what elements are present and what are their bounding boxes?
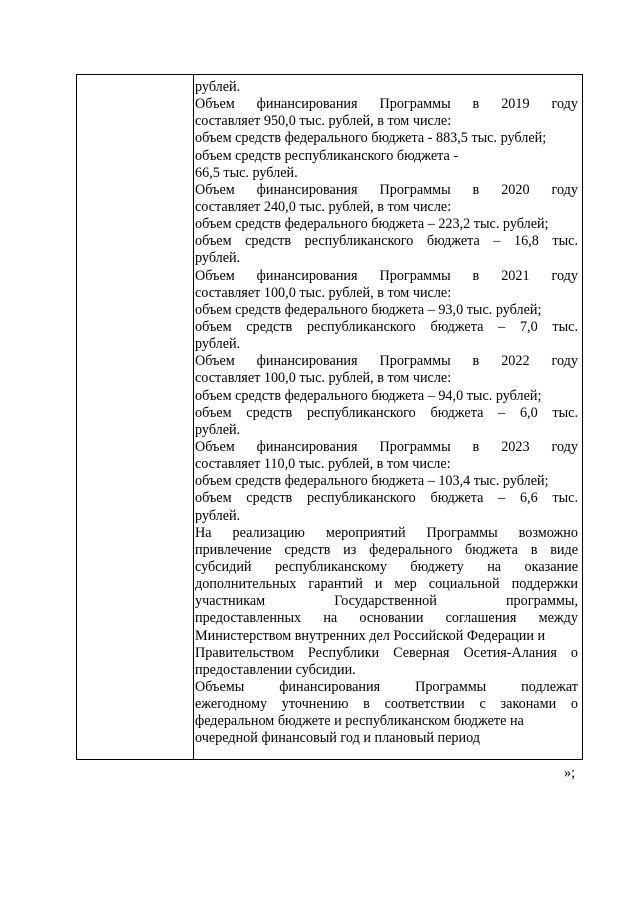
text-line: объем средств федерального бюджета – 223,2 тыс. рублей;: [195, 216, 549, 233]
text-line: рублей.: [195, 507, 241, 524]
text-line: привлечение средств из федерального бюджета в виде: [195, 541, 578, 558]
text-line: Правительством Республики Северная Осетия-Алания о: [195, 644, 578, 661]
text-line: составляет 110,0 тыс. рублей, в том числе:: [195, 456, 451, 473]
text-line: предоставленных на основании соглашения между: [195, 610, 578, 627]
table-right-cell: [195, 79, 578, 747]
text-line: объем средств республиканского бюджета – 7,0 тыс.: [195, 318, 578, 335]
text-line: объем средств федерального бюджета – 93,0 тыс. рублей;: [195, 301, 542, 318]
text-line: Объем финансирования Программы в 2019 году: [195, 96, 578, 113]
text-line: объем средств федерального бюджета – 103,4 тыс. рублей;: [195, 473, 549, 490]
text-line: объем средств республиканского бюджета -: [195, 147, 459, 164]
text-line: предоставлении субсидии.: [195, 661, 356, 678]
closing-quote: »;: [564, 765, 576, 781]
text-line: федеральном бюджете и республиканском бюджете на: [195, 713, 524, 730]
text-line: объем средств федерального бюджета – 94,0 тыс. рублей;: [195, 387, 542, 404]
table-left-cell: [77, 75, 194, 759]
text-line: Объем финансирования Программы в 2023 году: [195, 438, 578, 455]
text-line: Объем финансирования Программы в 2021 году: [195, 267, 578, 284]
text-line: рублей.: [195, 336, 241, 353]
text-line: объем средств республиканского бюджета – 16,8 тыс.: [195, 233, 578, 250]
text-line: очередной финансовый год и плановый период: [195, 730, 480, 747]
text-line: На реализацию мероприятий Программы возможно: [195, 524, 578, 541]
text-line: Министерством внутренних дел Российской Федерации и: [195, 627, 546, 644]
text-line: рублей.: [195, 250, 241, 267]
text-line: составляет 100,0 тыс. рублей, в том числе:: [195, 370, 452, 387]
text-line: объем средств республиканского бюджета – 6,0 тыс.: [195, 404, 578, 421]
text-line: Объем финансирования Программы в 2020 году: [195, 181, 578, 198]
text-line: составляет 240,0 тыс. рублей, в том числе:: [195, 198, 452, 215]
text-line: составляет 950,0 тыс. рублей, в том числе:: [195, 113, 452, 130]
text-line: Объемы финансирования Программы подлежат: [195, 678, 578, 695]
text-line: объем средств федерального бюджета - 883,5 тыс. рублей;: [195, 130, 547, 147]
text-line: ежегодному уточнению в соответствии с законами о: [195, 696, 578, 713]
document-table: [76, 74, 583, 760]
text-line: субсидий республиканскому бюджету на оказание: [195, 558, 578, 575]
text-line: объем средств республиканского бюджета – 6,6 тыс.: [195, 490, 578, 507]
text-line: рублей.: [195, 421, 241, 438]
text-line: 66,5 тыс. рублей.: [195, 164, 298, 181]
text-line: Объем финансирования Программы в 2022 году: [195, 353, 578, 370]
text-line: составляет 100,0 тыс. рублей, в том числе:: [195, 284, 452, 301]
text-line: рублей.: [195, 79, 241, 95]
text-line: участникам Государственной программы,: [195, 593, 578, 610]
text-line: дополнительных гарантий и мер социальной поддержки: [195, 576, 578, 593]
